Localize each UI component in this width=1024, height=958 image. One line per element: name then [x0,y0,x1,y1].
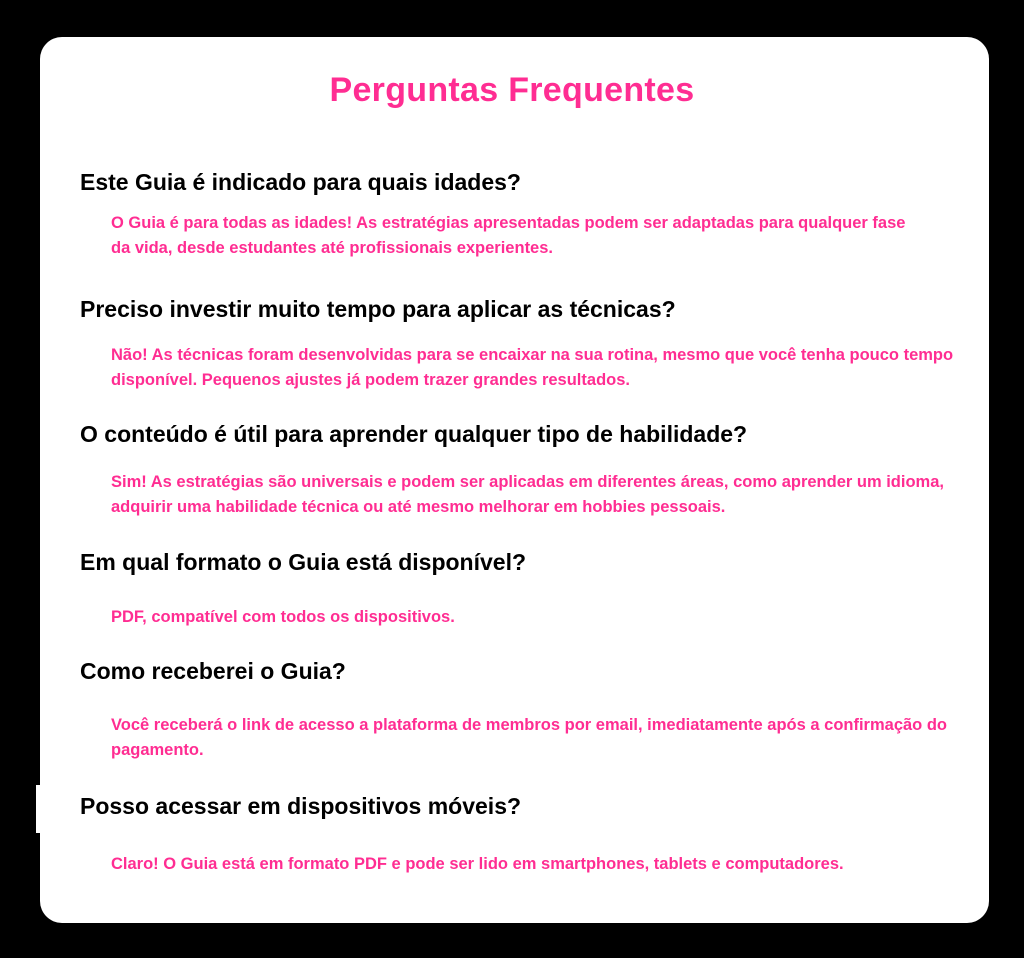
faq-title: Perguntas Frequentes [329,71,695,109]
faq-question-4: Em qual formato o Guia está disponível? [80,549,527,575]
faq-question-3: O conteúdo é útil para aprender qualquer tipo de habilidade? [80,421,748,447]
faq-question-2: Preciso investir muito tempo para aplicar as técnicas? [80,296,676,322]
faq-answer-1: O Guia é para todas as idades! As estratégias apresentadas podem ser adaptadas para qualquer fase da vida, desde estudantes até profissionais experientes. [111,214,906,257]
faq-question-1: Este Guia é indicado para quais idades? [80,169,521,195]
faq-answer-6: Claro! O Guia está em formato PDF e pode ser lido em smartphones, tablets e computadores. [111,855,844,873]
faq-answer-5: Você receberá o link de acesso a plataforma de membros por email, imediatamente após a confirmação do pagamento. [111,716,947,759]
faq-question-6: Posso acessar em dispositivos móveis? [80,793,522,819]
faq-answer-2: Não! As técnicas foram desenvolvidas para se encaixar na sua rotina, mesmo que você tenha pouco tempo disponível. Pequenos ajustes já podem trazer grandes resultados. [111,346,954,389]
faq-answer-3: Sim! As estratégias são universais e podem ser aplicadas em diferentes áreas, como aprender um idioma, adquirir uma habilidade técnica ou até mesmo melhorar em hobbies pessoais. [111,473,944,516]
faq-question-5: Como receberei o Guia? [80,658,346,684]
faq-answer-4: PDF, compatível com todos os dispositivos. [111,608,455,626]
card-edge-notch [36,785,42,833]
